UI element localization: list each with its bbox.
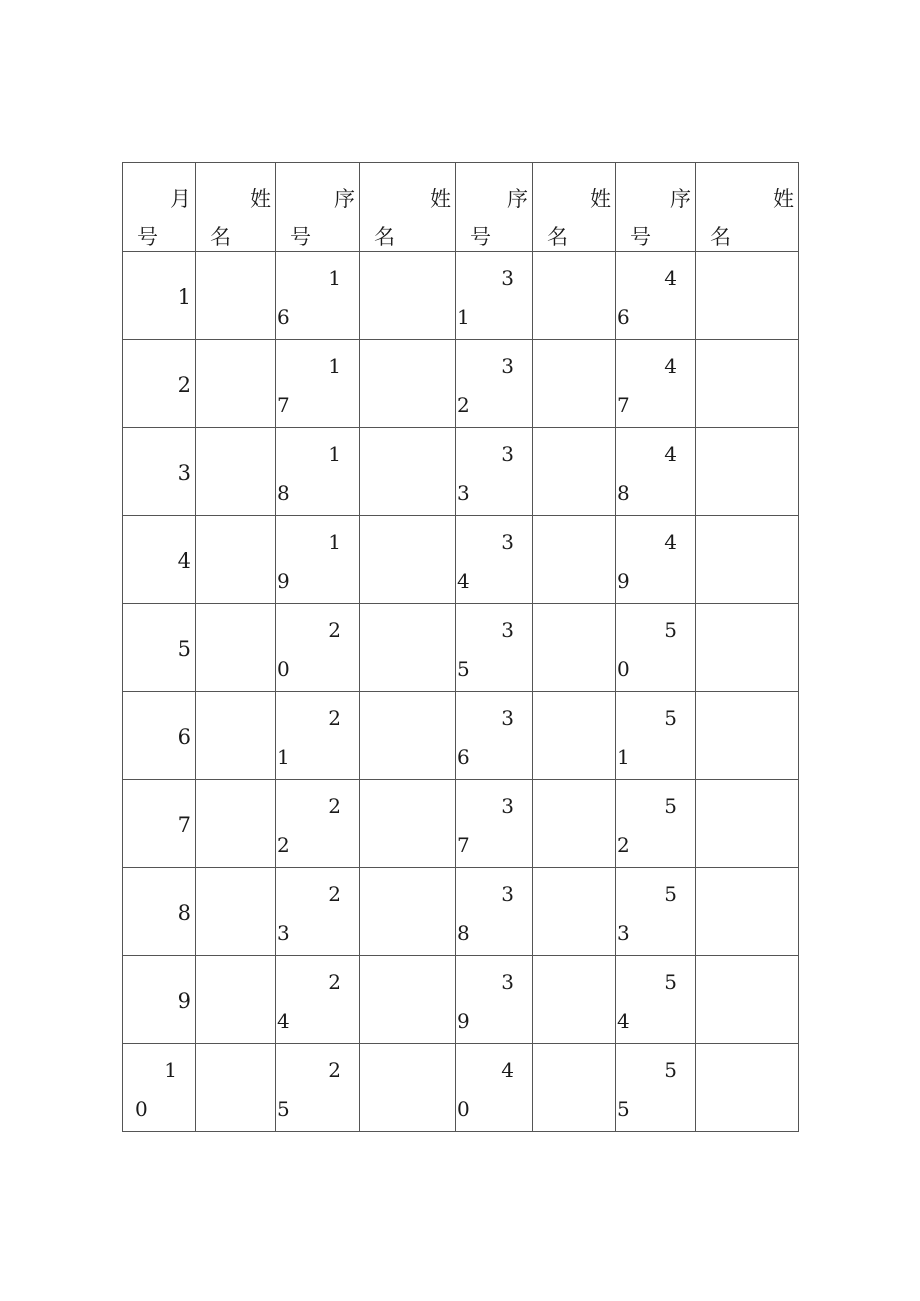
cell-wrap — [276, 516, 359, 603]
cell-wrap — [456, 956, 532, 1043]
number-cell — [616, 604, 696, 692]
name-cell — [533, 252, 616, 340]
number-digit-bottom: 6 — [277, 305, 290, 329]
number-digit-bottom: 5 — [617, 1097, 630, 1121]
header-cell — [456, 163, 533, 252]
number-digit-bottom: 2 — [617, 833, 630, 857]
number-digit-top: 3 — [501, 794, 514, 818]
number-cell — [123, 1044, 196, 1132]
number-digit-top: 1 — [328, 354, 341, 378]
name-cell — [533, 604, 616, 692]
number-digit-top: 1 — [164, 1058, 177, 1082]
name-cell — [360, 692, 456, 780]
month-number-cell — [123, 868, 196, 956]
header-bottom: 名 — [710, 225, 731, 249]
number-digit-bottom: 9 — [617, 569, 630, 593]
name-cell — [696, 780, 799, 868]
number-digit-top: 3 — [501, 618, 514, 642]
number-digit-top: 3 — [501, 706, 514, 730]
name-cell — [533, 868, 616, 956]
name-cell — [533, 956, 616, 1044]
number-cell — [456, 868, 533, 956]
cell-wrap — [456, 780, 532, 867]
number-digit-bottom: 0 — [457, 1097, 470, 1121]
cell-wrap — [456, 252, 532, 339]
table-row — [123, 428, 799, 516]
cell-wrap — [456, 340, 532, 427]
cell-wrap — [276, 428, 359, 515]
cell-wrap — [456, 516, 532, 603]
name-cell — [696, 956, 799, 1044]
table-row — [123, 1044, 799, 1132]
number-digit-bottom: 3 — [457, 481, 470, 505]
number-cell — [276, 780, 360, 868]
number-digit-bottom: 3 — [277, 921, 290, 945]
number-cell — [276, 340, 360, 428]
month-number: 5 — [177, 637, 191, 661]
number-cell — [616, 252, 696, 340]
number-cell — [616, 516, 696, 604]
number-digit-bottom: 3 — [617, 921, 630, 945]
number-digit-bottom: 8 — [277, 481, 290, 505]
cell-wrap — [616, 956, 695, 1043]
number-digit-bottom: 9 — [277, 569, 290, 593]
number-cell — [456, 604, 533, 692]
cell-wrap — [123, 692, 195, 779]
name-cell — [533, 1044, 616, 1132]
cell-wrap — [123, 956, 195, 1043]
number-digit-bottom: 7 — [277, 393, 290, 417]
cell-wrap — [276, 956, 359, 1043]
number-digit-top: 5 — [664, 706, 677, 730]
cell-wrap — [123, 780, 195, 867]
number-cell — [276, 868, 360, 956]
number-digit-top: 5 — [664, 794, 677, 818]
number-digit-bottom: 0 — [277, 657, 290, 681]
number-digit-top: 5 — [664, 1058, 677, 1082]
number-cell — [276, 692, 360, 780]
header-top: 姓 — [430, 187, 451, 211]
name-cell — [533, 340, 616, 428]
cell-wrap — [123, 1044, 195, 1131]
cell-wrap — [276, 252, 359, 339]
cell-wrap — [456, 604, 532, 691]
number-digit-bottom: 2 — [277, 833, 290, 857]
cell-wrap — [276, 1044, 359, 1131]
number-cell — [276, 1044, 360, 1132]
name-cell — [360, 868, 456, 956]
month-number: 9 — [177, 989, 191, 1013]
header-cell — [696, 163, 799, 252]
header-bottom: 号 — [630, 225, 651, 249]
cell-wrap — [123, 340, 195, 427]
month-number: 1 — [177, 285, 191, 309]
number-digit-top: 4 — [664, 530, 677, 554]
month-number-cell — [123, 428, 196, 516]
month-number: 8 — [177, 901, 191, 925]
name-cell — [196, 868, 276, 956]
number-cell — [276, 428, 360, 516]
month-number-cell — [123, 692, 196, 780]
table-row — [123, 692, 799, 780]
name-cell — [360, 428, 456, 516]
number-cell — [616, 868, 696, 956]
cell-wrap — [456, 692, 532, 779]
header-cell — [616, 163, 696, 252]
number-digit-top: 2 — [328, 618, 341, 642]
number-digit-top: 4 — [664, 442, 677, 466]
table-row — [123, 252, 799, 340]
name-cell — [696, 252, 799, 340]
cell-wrap — [456, 1044, 532, 1131]
name-cell — [533, 516, 616, 604]
number-digit-bottom: 4 — [457, 569, 470, 593]
number-digit-top: 2 — [328, 970, 341, 994]
number-digit-bottom: 6 — [617, 305, 630, 329]
number-cell — [456, 692, 533, 780]
number-digit-top: 4 — [664, 354, 677, 378]
number-digit-bottom: 1 — [457, 305, 470, 329]
number-digit-top: 3 — [501, 882, 514, 906]
number-cell — [456, 252, 533, 340]
number-cell — [276, 252, 360, 340]
cell-wrap — [616, 604, 695, 691]
cell-wrap — [123, 252, 195, 339]
cell-wrap — [276, 604, 359, 691]
month-number: 4 — [177, 549, 191, 573]
number-digit-top: 5 — [664, 882, 677, 906]
cell-wrap — [616, 252, 695, 339]
name-cell — [196, 604, 276, 692]
number-cell — [616, 956, 696, 1044]
name-cell — [696, 692, 799, 780]
number-cell — [616, 1044, 696, 1132]
table-row — [123, 956, 799, 1044]
number-digit-top: 5 — [664, 970, 677, 994]
number-digit-top: 4 — [664, 266, 677, 290]
number-digit-top: 2 — [328, 706, 341, 730]
month-number-cell — [123, 516, 196, 604]
table-row — [123, 516, 799, 604]
number-digit-bottom: 8 — [457, 921, 470, 945]
header-bottom: 名 — [547, 225, 568, 249]
header-bottom: 号 — [290, 225, 311, 249]
month-number-cell — [123, 956, 196, 1044]
header-cell — [123, 163, 196, 252]
month-number-cell — [123, 340, 196, 428]
name-cell — [696, 428, 799, 516]
number-digit-bottom: 9 — [457, 1009, 470, 1033]
month-number-cell — [123, 604, 196, 692]
cell-wrap — [276, 868, 359, 955]
header-top: 序 — [507, 187, 528, 211]
cell-wrap — [616, 868, 695, 955]
table-row — [123, 780, 799, 868]
name-cell — [696, 868, 799, 956]
month-number: 3 — [177, 461, 191, 485]
cell-wrap — [456, 868, 532, 955]
number-digit-top: 1 — [328, 442, 341, 466]
cell-wrap — [616, 516, 695, 603]
number-digit-bottom: 4 — [617, 1009, 630, 1033]
name-cell — [360, 516, 456, 604]
number-digit-top: 2 — [328, 882, 341, 906]
name-cell — [360, 340, 456, 428]
name-cell — [196, 1044, 276, 1132]
name-cell — [360, 252, 456, 340]
number-digit-top: 3 — [501, 530, 514, 554]
month-number: 7 — [177, 813, 191, 837]
number-cell — [276, 516, 360, 604]
header-top: 序 — [670, 187, 691, 211]
month-number: 6 — [177, 725, 191, 749]
header-top: 月 — [170, 187, 191, 211]
name-cell — [360, 956, 456, 1044]
number-cell — [616, 428, 696, 516]
number-digit-bottom: 5 — [277, 1097, 290, 1121]
number-digit-bottom: 5 — [457, 657, 470, 681]
header-cell — [360, 163, 456, 252]
table-row — [123, 868, 799, 956]
name-cell — [360, 1044, 456, 1132]
number-digit-bottom: 1 — [617, 745, 630, 769]
number-digit-top: 4 — [501, 1058, 514, 1082]
cell-wrap — [276, 780, 359, 867]
number-digit-bottom: 8 — [617, 481, 630, 505]
cell-wrap — [276, 340, 359, 427]
name-cell — [533, 692, 616, 780]
month-number: 2 — [177, 373, 191, 397]
header-cell — [276, 163, 360, 252]
name-cell — [196, 428, 276, 516]
header-top: 姓 — [590, 187, 611, 211]
name-cell — [360, 780, 456, 868]
cell-wrap — [616, 780, 695, 867]
number-cell — [616, 692, 696, 780]
header-bottom: 名 — [374, 225, 395, 249]
name-cell — [696, 604, 799, 692]
number-cell — [456, 516, 533, 604]
header-bottom: 号 — [137, 225, 158, 249]
number-digit-top: 3 — [501, 266, 514, 290]
number-digit-bottom: 7 — [617, 393, 630, 417]
number-digit-bottom: 6 — [457, 745, 470, 769]
month-number-cell — [123, 780, 196, 868]
number-cell — [456, 340, 533, 428]
number-digit-top: 5 — [664, 618, 677, 642]
cell-wrap — [276, 692, 359, 779]
number-cell — [616, 340, 696, 428]
number-digit-top: 1 — [328, 530, 341, 554]
number-cell — [616, 780, 696, 868]
header-bottom: 号 — [470, 225, 491, 249]
header-cell — [533, 163, 616, 252]
number-digit-top: 2 — [328, 794, 341, 818]
header-top: 序 — [334, 187, 355, 211]
cell-wrap — [616, 692, 695, 779]
name-cell — [360, 604, 456, 692]
cell-wrap — [123, 428, 195, 515]
cell-wrap — [616, 1044, 695, 1131]
name-cell — [196, 692, 276, 780]
name-cell — [196, 340, 276, 428]
name-cell — [196, 516, 276, 604]
name-cell — [696, 1044, 799, 1132]
name-cell — [533, 428, 616, 516]
header-top: 姓 — [773, 187, 794, 211]
name-cell — [696, 340, 799, 428]
header-top: 姓 — [250, 187, 271, 211]
cell-wrap — [123, 868, 195, 955]
header-row — [123, 163, 799, 252]
name-cell — [696, 516, 799, 604]
cell-wrap — [616, 340, 695, 427]
cell-wrap — [123, 604, 195, 691]
number-digit-bottom: 1 — [277, 745, 290, 769]
name-cell — [196, 956, 276, 1044]
number-digit-bottom: 0 — [617, 657, 630, 681]
number-cell — [456, 780, 533, 868]
header-cell — [196, 163, 276, 252]
cell-wrap — [123, 516, 195, 603]
number-digit-bottom: 0 — [135, 1097, 148, 1121]
number-digit-bottom: 2 — [457, 393, 470, 417]
number-digit-top: 1 — [328, 266, 341, 290]
cell-wrap — [616, 428, 695, 515]
name-cell — [196, 780, 276, 868]
table-row — [123, 604, 799, 692]
header-bottom: 名 — [210, 225, 231, 249]
number-digit-bottom: 4 — [277, 1009, 290, 1033]
table-row — [123, 340, 799, 428]
number-digit-top: 3 — [501, 970, 514, 994]
number-digit-bottom: 7 — [457, 833, 470, 857]
number-digit-top: 3 — [501, 442, 514, 466]
number-digit-top: 3 — [501, 354, 514, 378]
cell-wrap — [456, 428, 532, 515]
name-cell — [533, 780, 616, 868]
number-cell — [276, 956, 360, 1044]
number-cell — [456, 956, 533, 1044]
number-cell — [456, 1044, 533, 1132]
month-number-cell — [123, 252, 196, 340]
number-digit-top: 2 — [328, 1058, 341, 1082]
roster-table — [122, 162, 799, 1132]
name-cell — [196, 252, 276, 340]
number-cell — [456, 428, 533, 516]
number-cell — [276, 604, 360, 692]
